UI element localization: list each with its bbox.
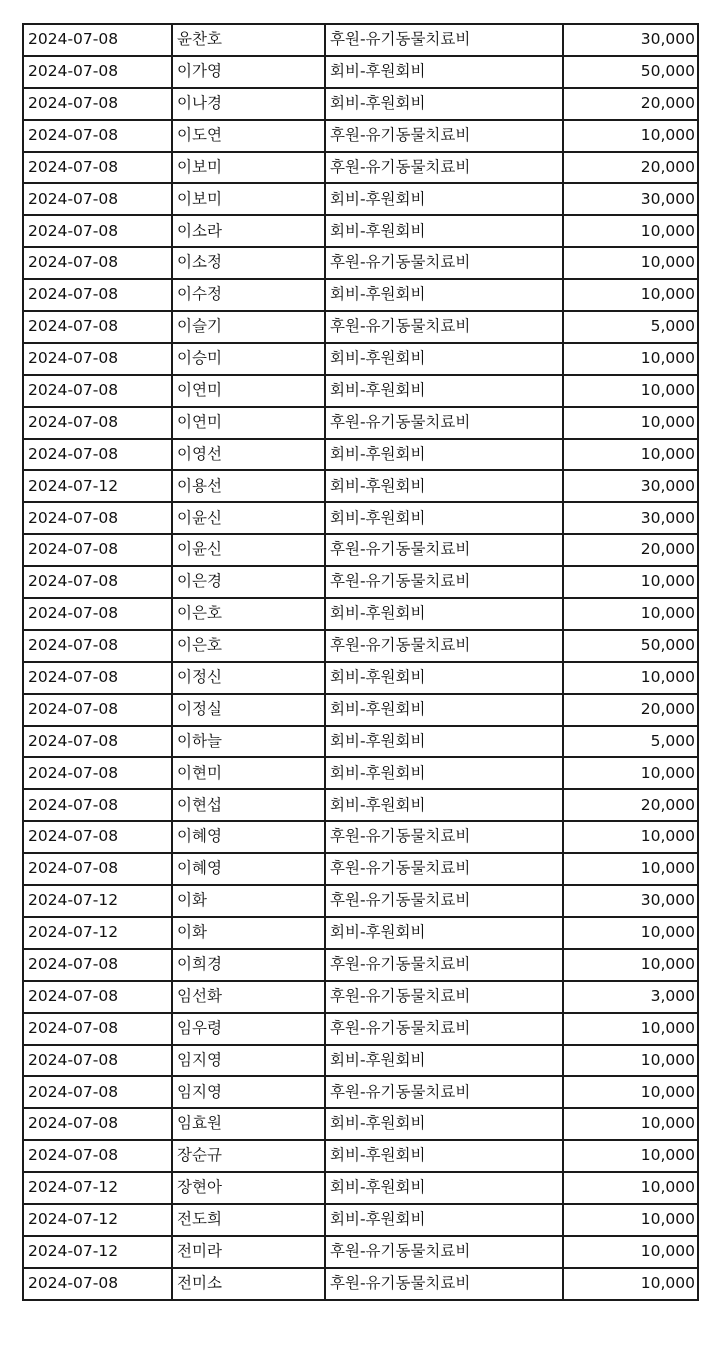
table-row xyxy=(23,757,698,789)
table-row xyxy=(23,566,698,598)
date-cell: 2024-07-12 xyxy=(23,470,172,502)
date-cell: 2024-07-08 xyxy=(23,662,172,694)
name-cell: 이보미 xyxy=(172,152,325,184)
name-cell: 이화 xyxy=(172,917,325,949)
table-row xyxy=(23,917,698,949)
category-cell: 회비-후원회비 xyxy=(325,694,563,726)
table-row xyxy=(23,88,698,120)
table-row xyxy=(23,821,698,853)
date-cell: 2024-07-08 xyxy=(23,694,172,726)
name-cell: 이보미 xyxy=(172,183,325,215)
amount-cell: 10,000 xyxy=(563,343,698,375)
name-cell: 이정신 xyxy=(172,662,325,694)
table-row xyxy=(23,1236,698,1268)
name-cell: 임지영 xyxy=(172,1045,325,1077)
ledger-body xyxy=(23,24,698,1300)
date-cell: 2024-07-08 xyxy=(23,152,172,184)
amount-cell: 30,000 xyxy=(563,183,698,215)
table-row xyxy=(23,534,698,566)
date-cell: 2024-07-08 xyxy=(23,343,172,375)
category-cell: 회비-후원회비 xyxy=(325,88,563,120)
name-cell: 이나경 xyxy=(172,88,325,120)
amount-cell: 20,000 xyxy=(563,694,698,726)
name-cell: 이소라 xyxy=(172,215,325,247)
category-cell: 회비-후원회비 xyxy=(325,917,563,949)
table-row xyxy=(23,1013,698,1045)
date-cell: 2024-07-12 xyxy=(23,1236,172,1268)
date-cell: 2024-07-08 xyxy=(23,439,172,471)
date-cell: 2024-07-08 xyxy=(23,56,172,88)
date-cell: 2024-07-08 xyxy=(23,853,172,885)
date-cell: 2024-07-08 xyxy=(23,981,172,1013)
name-cell: 장순규 xyxy=(172,1140,325,1172)
date-cell: 2024-07-12 xyxy=(23,917,172,949)
table-row xyxy=(23,375,698,407)
amount-cell: 30,000 xyxy=(563,24,698,56)
amount-cell: 10,000 xyxy=(563,375,698,407)
name-cell: 윤찬호 xyxy=(172,24,325,56)
name-cell: 이연미 xyxy=(172,375,325,407)
table-row xyxy=(23,279,698,311)
date-cell: 2024-07-08 xyxy=(23,566,172,598)
category-cell: 회비-후원회비 xyxy=(325,757,563,789)
amount-cell: 10,000 xyxy=(563,1236,698,1268)
name-cell: 이혜영 xyxy=(172,853,325,885)
amount-cell: 10,000 xyxy=(563,757,698,789)
date-cell: 2024-07-08 xyxy=(23,279,172,311)
date-cell: 2024-07-08 xyxy=(23,630,172,662)
name-cell: 이소정 xyxy=(172,247,325,279)
date-cell: 2024-07-08 xyxy=(23,1013,172,1045)
table-row xyxy=(23,343,698,375)
category-cell: 회비-후원회비 xyxy=(325,470,563,502)
name-cell: 임우령 xyxy=(172,1013,325,1045)
category-cell: 후원-유기동물치료비 xyxy=(325,247,563,279)
category-cell: 회비-후원회비 xyxy=(325,598,563,630)
date-cell: 2024-07-08 xyxy=(23,949,172,981)
category-cell: 후원-유기동물치료비 xyxy=(325,630,563,662)
amount-cell: 10,000 xyxy=(563,662,698,694)
category-cell: 후원-유기동물치료비 xyxy=(325,853,563,885)
amount-cell: 30,000 xyxy=(563,470,698,502)
date-cell: 2024-07-08 xyxy=(23,311,172,343)
amount-cell: 10,000 xyxy=(563,917,698,949)
table-row xyxy=(23,215,698,247)
name-cell: 전미소 xyxy=(172,1268,325,1300)
amount-cell: 50,000 xyxy=(563,630,698,662)
category-cell: 후원-유기동물치료비 xyxy=(325,407,563,439)
date-cell: 2024-07-12 xyxy=(23,1172,172,1204)
amount-cell: 10,000 xyxy=(563,1108,698,1140)
table-row xyxy=(23,1076,698,1108)
date-cell: 2024-07-08 xyxy=(23,183,172,215)
category-cell: 회비-후원회비 xyxy=(325,789,563,821)
name-cell: 이가영 xyxy=(172,56,325,88)
category-cell: 후원-유기동물치료비 xyxy=(325,24,563,56)
category-cell: 회비-후원회비 xyxy=(325,375,563,407)
category-cell: 후원-유기동물치료비 xyxy=(325,120,563,152)
category-cell: 회비-후원회비 xyxy=(325,502,563,534)
amount-cell: 10,000 xyxy=(563,120,698,152)
date-cell: 2024-07-08 xyxy=(23,598,172,630)
name-cell: 이혜영 xyxy=(172,821,325,853)
amount-cell: 50,000 xyxy=(563,56,698,88)
amount-cell: 10,000 xyxy=(563,1045,698,1077)
category-cell: 회비-후원회비 xyxy=(325,183,563,215)
category-cell: 후원-유기동물치료비 xyxy=(325,981,563,1013)
amount-cell: 5,000 xyxy=(563,726,698,758)
amount-cell: 10,000 xyxy=(563,1140,698,1172)
date-cell: 2024-07-12 xyxy=(23,885,172,917)
amount-cell: 10,000 xyxy=(563,1172,698,1204)
name-cell: 이용선 xyxy=(172,470,325,502)
table-row xyxy=(23,183,698,215)
date-cell: 2024-07-08 xyxy=(23,88,172,120)
category-cell: 후원-유기동물치료비 xyxy=(325,949,563,981)
date-cell: 2024-07-08 xyxy=(23,1140,172,1172)
table-row xyxy=(23,120,698,152)
table-row xyxy=(23,1268,698,1300)
table-row xyxy=(23,152,698,184)
date-cell: 2024-07-08 xyxy=(23,24,172,56)
amount-cell: 10,000 xyxy=(563,821,698,853)
date-cell: 2024-07-08 xyxy=(23,726,172,758)
date-cell: 2024-07-08 xyxy=(23,1268,172,1300)
table-row xyxy=(23,949,698,981)
name-cell: 이승미 xyxy=(172,343,325,375)
table-row xyxy=(23,662,698,694)
name-cell: 이은호 xyxy=(172,630,325,662)
donation-ledger-table xyxy=(22,23,699,1301)
category-cell: 후원-유기동물치료비 xyxy=(325,821,563,853)
amount-cell: 5,000 xyxy=(563,311,698,343)
amount-cell: 10,000 xyxy=(563,215,698,247)
amount-cell: 10,000 xyxy=(563,566,698,598)
name-cell: 이영선 xyxy=(172,439,325,471)
category-cell: 회비-후원회비 xyxy=(325,1172,563,1204)
date-cell: 2024-07-12 xyxy=(23,1204,172,1236)
amount-cell: 10,000 xyxy=(563,598,698,630)
category-cell: 후원-유기동물치료비 xyxy=(325,566,563,598)
name-cell: 임지영 xyxy=(172,1076,325,1108)
category-cell: 후원-유기동물치료비 xyxy=(325,152,563,184)
name-cell: 이슬기 xyxy=(172,311,325,343)
date-cell: 2024-07-08 xyxy=(23,1076,172,1108)
table-row xyxy=(23,981,698,1013)
amount-cell: 10,000 xyxy=(563,247,698,279)
amount-cell: 20,000 xyxy=(563,534,698,566)
date-cell: 2024-07-08 xyxy=(23,407,172,439)
table-row xyxy=(23,247,698,279)
date-cell: 2024-07-08 xyxy=(23,534,172,566)
table-row xyxy=(23,1140,698,1172)
category-cell: 후원-유기동물치료비 xyxy=(325,885,563,917)
table-row xyxy=(23,789,698,821)
table-row xyxy=(23,470,698,502)
date-cell: 2024-07-08 xyxy=(23,215,172,247)
date-cell: 2024-07-08 xyxy=(23,247,172,279)
name-cell: 이은경 xyxy=(172,566,325,598)
table-row xyxy=(23,1108,698,1140)
table-row xyxy=(23,24,698,56)
category-cell: 회비-후원회비 xyxy=(325,1108,563,1140)
amount-cell: 10,000 xyxy=(563,279,698,311)
amount-cell: 20,000 xyxy=(563,789,698,821)
category-cell: 후원-유기동물치료비 xyxy=(325,1268,563,1300)
amount-cell: 10,000 xyxy=(563,1076,698,1108)
name-cell: 이은호 xyxy=(172,598,325,630)
name-cell: 이현섭 xyxy=(172,789,325,821)
category-cell: 회비-후원회비 xyxy=(325,1045,563,1077)
name-cell: 이윤신 xyxy=(172,534,325,566)
category-cell: 회비-후원회비 xyxy=(325,726,563,758)
date-cell: 2024-07-08 xyxy=(23,375,172,407)
amount-cell: 20,000 xyxy=(563,152,698,184)
date-cell: 2024-07-08 xyxy=(23,502,172,534)
name-cell: 전도희 xyxy=(172,1204,325,1236)
category-cell: 회비-후원회비 xyxy=(325,215,563,247)
amount-cell: 10,000 xyxy=(563,1013,698,1045)
table-row xyxy=(23,598,698,630)
name-cell: 이도연 xyxy=(172,120,325,152)
table-row xyxy=(23,1204,698,1236)
category-cell: 회비-후원회비 xyxy=(325,343,563,375)
amount-cell: 10,000 xyxy=(563,1204,698,1236)
amount-cell: 10,000 xyxy=(563,853,698,885)
date-cell: 2024-07-08 xyxy=(23,120,172,152)
name-cell: 임효원 xyxy=(172,1108,325,1140)
amount-cell: 30,000 xyxy=(563,885,698,917)
name-cell: 장현아 xyxy=(172,1172,325,1204)
amount-cell: 10,000 xyxy=(563,949,698,981)
table-row xyxy=(23,726,698,758)
name-cell: 이하늘 xyxy=(172,726,325,758)
category-cell: 후원-유기동물치료비 xyxy=(325,311,563,343)
table-row xyxy=(23,853,698,885)
name-cell: 이윤신 xyxy=(172,502,325,534)
category-cell: 회비-후원회비 xyxy=(325,439,563,471)
amount-cell: 3,000 xyxy=(563,981,698,1013)
amount-cell: 10,000 xyxy=(563,407,698,439)
table-row xyxy=(23,56,698,88)
table-row xyxy=(23,439,698,471)
category-cell: 후원-유기동물치료비 xyxy=(325,1013,563,1045)
table-row xyxy=(23,694,698,726)
name-cell: 이현미 xyxy=(172,757,325,789)
amount-cell: 10,000 xyxy=(563,1268,698,1300)
table-row xyxy=(23,502,698,534)
date-cell: 2024-07-08 xyxy=(23,1108,172,1140)
category-cell: 회비-후원회비 xyxy=(325,279,563,311)
amount-cell: 10,000 xyxy=(563,439,698,471)
table-row xyxy=(23,407,698,439)
category-cell: 후원-유기동물치료비 xyxy=(325,1076,563,1108)
name-cell: 임선화 xyxy=(172,981,325,1013)
table-row xyxy=(23,630,698,662)
date-cell: 2024-07-08 xyxy=(23,757,172,789)
name-cell: 이수정 xyxy=(172,279,325,311)
table-row xyxy=(23,311,698,343)
category-cell: 회비-후원회비 xyxy=(325,662,563,694)
date-cell: 2024-07-08 xyxy=(23,1045,172,1077)
table-row xyxy=(23,1172,698,1204)
category-cell: 후원-유기동물치료비 xyxy=(325,1236,563,1268)
table-row xyxy=(23,885,698,917)
name-cell: 이희경 xyxy=(172,949,325,981)
date-cell: 2024-07-08 xyxy=(23,789,172,821)
category-cell: 후원-유기동물치료비 xyxy=(325,534,563,566)
date-cell: 2024-07-08 xyxy=(23,821,172,853)
name-cell: 전미라 xyxy=(172,1236,325,1268)
name-cell: 이정실 xyxy=(172,694,325,726)
category-cell: 회비-후원회비 xyxy=(325,1204,563,1236)
amount-cell: 20,000 xyxy=(563,88,698,120)
name-cell: 이연미 xyxy=(172,407,325,439)
category-cell: 회비-후원회비 xyxy=(325,1140,563,1172)
name-cell: 이화 xyxy=(172,885,325,917)
category-cell: 회비-후원회비 xyxy=(325,56,563,88)
amount-cell: 30,000 xyxy=(563,502,698,534)
table-row xyxy=(23,1045,698,1077)
